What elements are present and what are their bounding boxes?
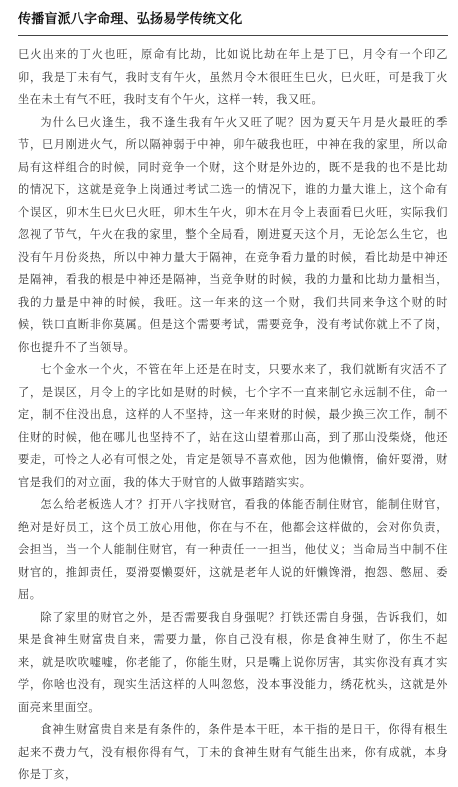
page-header-title: 传播盲派八字命理、弘扬易学传统文化 [18, 12, 243, 27]
paragraph: 怎么给老板选人才？打开八字找财官，看我的体能否制住财官，能制住财官，绝对是好员工，这个员工放心用他，你在与不在，他都会这样做的，会对你负责，会担当，当一个人能制住财官，有一种责任一一担当，他仗义；当命局当中制不住财官的，推卸责任，耍滑耍懒耍奸，这就是老年人说的奸懒馋滑，抱怨、憋屈、委屈。 [18, 498, 448, 601]
paragraph: 巳火出来的丁火也旺，原命有比劫，比如说比劫在年上是丁巳，月令有一个印乙卯，我是丁未有气，我时支有午火，虽然月令木很旺生巳火，巳火旺，可是我丁火坐在未土有气不旺，我时支有个午火，这样一转，我又旺。 [18, 48, 448, 106]
paragraph: 食神生财富贵自来是有条件的，条件是本干旺，本干指的是日干，你得有根生起来不费力气，没有根你得有气，丁未的食神生财有气能生出来，你有成就，本身你是丁亥， [18, 723, 448, 781]
header-divider [18, 35, 448, 36]
paragraph: 七个金水一个火，不管在年上还是在时支，只要水来了，我们就断有灾活不了了，是误区，月令上的字比如是财的时候，七个字不一直来制它永远制不住，命一定，制不住没出息，这样的人不坚持，这一年来财的时候，最少换三次工作，制不住财的时候，他在哪儿也坚持不了，站在这山望着那山高，到了那山没柴烧，他还要走，可怜之人必有可恨之处，肯定是领导不喜欢他，因为他懒惰，偷奸耍滑，财官是我们的对立面，我的体大于财官的人做事踏踏实实。 [18, 363, 448, 489]
paragraph: 除了家里的财官之外，是否需要我自身强呢？打铁还需自身强，告诉我们，如果是食神生财富贵自来，需要力量，你自己没有根，你是食神生财了，你生不起来，就是吹吹嘘嘘，你老能了，你能生财，只是嘴上说你厉害，其实你没有真才实学，你啥也没有，现实生活这样的人叫忽悠，没本事没能力，绣花枕头，这就是外面亮来里面空。 [18, 610, 448, 714]
paragraph: 为什么巳火逢生，我不逢生我有午火又旺了呢？因为夏天午月是火最旺的季节，巳月刚进火气，所以隔神弱于中神，卯午破我也旺，中神在我的家里，所以命局有这样组合的时候，同时竞争一个财，这个财是外边的，既不是我的也不是比劫的情况下，这就是竞争上岗通过考试二选一的情况下，谁的力量大谁上，这个命有个误区，卯木生巳火巳火旺，卯木生午火，卯木在月令上表面看巳火旺，实际我们忽视了节气，午火在我的家里，整个全局看，刚进夏天这个月，无论怎么生它，也没有午月份炎热，所以中神力量大于隔神，在竞争看力量的时候，看比劫是中神还是隔神，看我的根是中神还是隔神，当竞争财的时候，我的力量和比劫力量相当，我的力量是中神的时候，我旺。这一年来的这一个财，我们共同来争这个财的时候，铁口直断非你莫属。但是这个需要考试，需要竞争，没有考试你就上不了岗，你也提升不了当领导。 [18, 115, 448, 354]
document-body [18, 44, 448, 787]
